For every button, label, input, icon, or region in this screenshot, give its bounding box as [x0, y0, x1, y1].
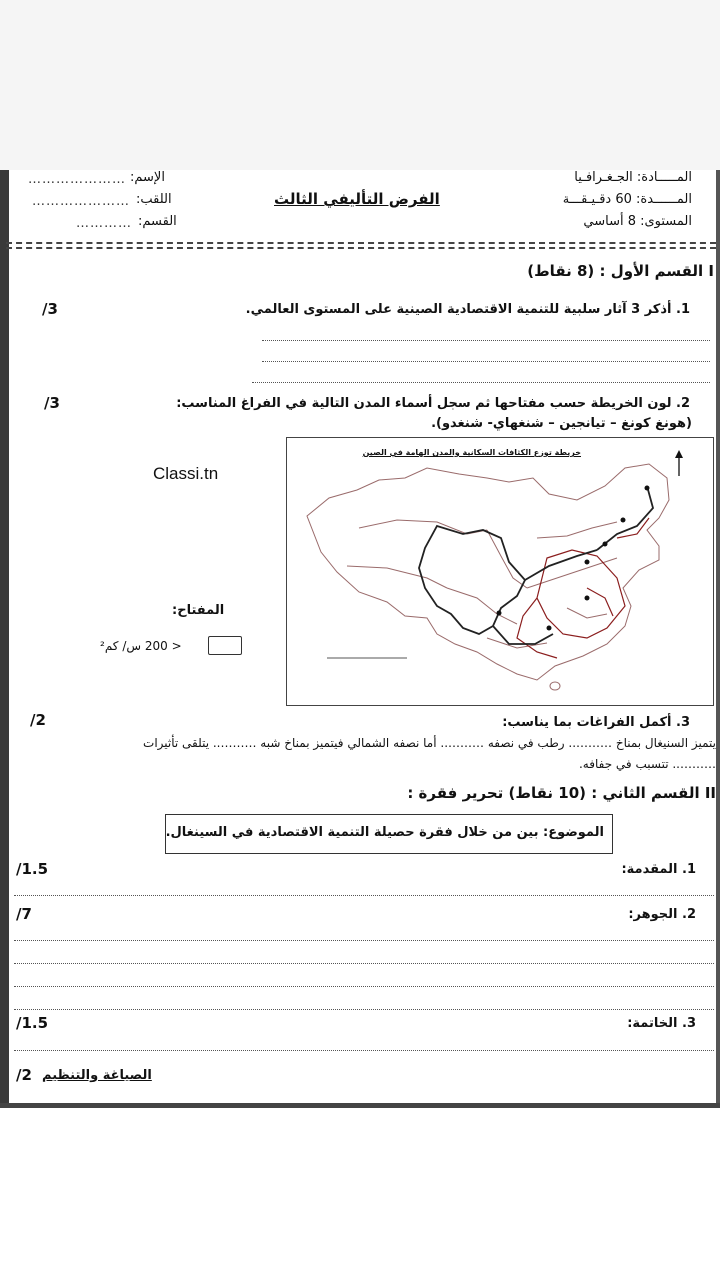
- topic-box: [165, 814, 613, 854]
- answer-line[interactable]: [14, 1050, 714, 1051]
- conclusion-score: /1.5: [16, 1014, 49, 1032]
- watermark: Classi.tn: [153, 464, 219, 483]
- legend-item: < 200 س/ كم²: [100, 639, 182, 653]
- q3-line1: يتميز السنيغال بمناخ ……….. رطب في نصفه ……….. أما نصفه الشمالي فيتميز بمناخ شبه ……….. يتلقى تأثيرات: [143, 736, 716, 750]
- part1-heading: I القسم الأول : (8 نقاط): [527, 262, 714, 280]
- answer-line[interactable]: [252, 382, 710, 383]
- formatting-score: /2: [16, 1066, 32, 1084]
- q3-score: /2: [30, 711, 46, 729]
- answer-line[interactable]: [262, 361, 710, 362]
- intro-score: /1.5: [16, 860, 49, 878]
- class-dots: …………: [76, 216, 132, 231]
- surname-label: اللقب:: [136, 192, 172, 207]
- right-border: [716, 170, 720, 1108]
- answer-line[interactable]: [262, 340, 710, 341]
- exam-sheet: [0, 170, 720, 1108]
- q2-text: 2. لون الخريطة حسب مفتاحها ثم سجل أسماء المدن التالية في الفراغ المناسب:: [176, 396, 690, 411]
- china-map: [286, 437, 714, 706]
- surname-dots: …………………: [32, 194, 130, 209]
- body-score: /7: [16, 905, 32, 923]
- conclusion-label: 3. الخاتمة:: [627, 1016, 696, 1031]
- class-label: القسم:: [138, 214, 177, 229]
- formatting-label: الصياغة والتنظيم: [42, 1068, 152, 1083]
- answer-line[interactable]: [14, 895, 714, 896]
- duration-label: المــــــدة: 60 دقـيـقـــة: [562, 192, 692, 207]
- answer-line[interactable]: [14, 986, 714, 987]
- subject-label: المـــــادة: الجـغـرافـيا: [574, 170, 692, 185]
- q2-cities: (هونغ كونغ – تيانجين – شنغهاي- شنغدو).: [431, 416, 692, 431]
- map-outline-icon: [287, 438, 713, 705]
- q3-text: 3. أكمل الفراغات بما يناسب:: [502, 715, 690, 730]
- left-border: [0, 170, 9, 1108]
- q2-score: /3: [44, 394, 60, 412]
- answer-line[interactable]: [14, 940, 714, 941]
- exam-title: الفرض التأليفي الثالث: [274, 190, 440, 208]
- q1-text: 1. أذكر 3 آثار سلبية للتنمية الاقتصادية الصينية على المستوى العالمي.: [245, 302, 690, 317]
- header-divider-2: [6, 247, 716, 249]
- legend-color-box[interactable]: [208, 636, 242, 655]
- body-label: 2. الجوهر:: [628, 907, 696, 922]
- intro-label: 1. المقدمة:: [621, 862, 696, 877]
- header-divider: [6, 242, 716, 244]
- answer-line[interactable]: [14, 1009, 714, 1010]
- name-label: الإسم:: [130, 170, 165, 185]
- q3-line2: ……….. تتسبب في جفافه.: [578, 757, 716, 771]
- name-dots: …………………: [28, 172, 126, 187]
- part2-heading: II القسم الثاني : (10 نقاط) تحرير فقرة :: [407, 784, 716, 802]
- topic-text: الموضوع: بين من خلال فقرة حصيلة التنمية الاقتصادية في السينغال.: [165, 825, 604, 840]
- top-blank-area: [0, 0, 720, 170]
- map-title: خريطة توزع الكثافات السكانية والمدن الهامة في الصين: [362, 448, 581, 457]
- level-label: المستوى: 8 أساسي: [583, 214, 692, 229]
- answer-line[interactable]: [14, 963, 714, 964]
- q1-score: /3: [42, 300, 58, 318]
- bottom-border: [0, 1103, 720, 1108]
- legend-title: المفتاح:: [172, 603, 225, 618]
